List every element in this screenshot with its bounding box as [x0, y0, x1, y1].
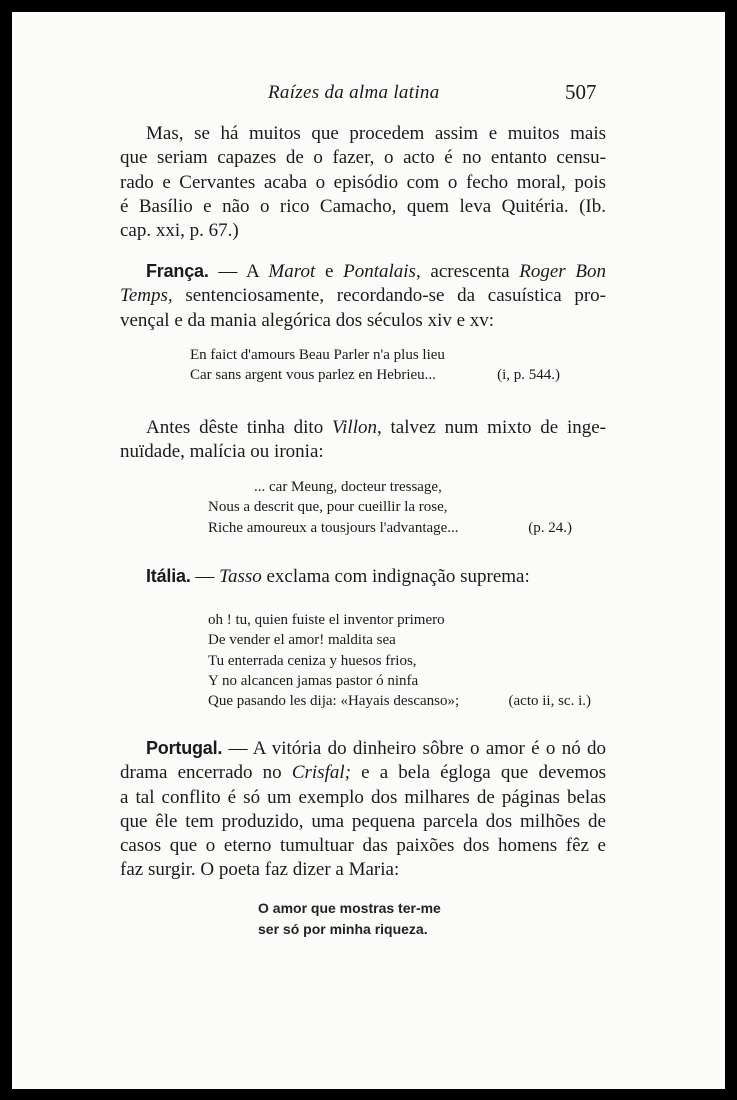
- quote-line: oh ! tu, quien fuiste el inventor primero: [208, 612, 445, 628]
- text-line: que êle tem produzido, uma pequena parcela dos milhões de: [120, 810, 606, 832]
- citation: (i, p. 544.): [497, 367, 560, 384]
- text-line: casos que o eterno tumultuar das paixões dos homens fêz e: [120, 835, 606, 857]
- work-title: Crisfal;: [291, 762, 351, 784]
- page-number: 507: [565, 80, 597, 104]
- quote-line: Y no alcancen jamas pastor ó ninfa: [208, 672, 419, 689]
- quote-block-italia: [208, 610, 591, 711]
- section-heading-franca: França.: [146, 261, 209, 281]
- quote-line: Nous a descrit que, pour cueillir la rose,: [208, 499, 448, 516]
- text-line: Antes dêste tinha dito Villon, talvez num mixto de inge-: [146, 417, 606, 438]
- text-line: cap. xxi, p. 67.): [120, 220, 239, 242]
- text-line: faz surgir. O poeta faz dizer a Maria:: [120, 859, 400, 881]
- quote-line: Car sans argent vous parlez en Hebrieu... (i, p. 544.): [190, 365, 560, 385]
- quote-line: Que pasando les dija: «Hayais descanso»; (acto ii, sc. i.): [208, 691, 591, 711]
- quote-line: De vender el amor! maldita sea: [208, 632, 396, 649]
- intro-paragraph: [120, 122, 606, 243]
- quote-block-franca: [190, 345, 560, 386]
- text-line: é Basílio e não o rico Camacho, quem leva Quitéria. (Ib.: [120, 195, 606, 217]
- running-title: Raízes da alma latina: [268, 82, 440, 103]
- portugal-paragraph: [120, 736, 606, 883]
- text-line: França. — A Marot e Pontalais, acrescenta Roger Bon: [146, 261, 606, 282]
- citation: (p. 24.): [528, 519, 572, 536]
- author-name: Temps,: [120, 285, 173, 307]
- author-name: Marot: [268, 261, 316, 282]
- author-name: Roger Bon: [519, 261, 606, 282]
- page-header: [12, 76, 725, 106]
- author-name: Villon: [331, 417, 377, 438]
- text-line: a tal conflito é só um exemplo dos milhares de páginas belas: [120, 786, 606, 808]
- italia-paragraph: [120, 564, 606, 589]
- quote-line: ser só por minha riqueza.: [258, 921, 428, 937]
- text-line: rado e Cervantes acaba o episódio com o fecho moral, pois: [120, 171, 606, 193]
- quote-line: Riche amoureux a tousjours l'advantage... (p. 24.): [208, 518, 572, 538]
- text-line: drama encerrado no Crisfal; e a bela égloga que devemos: [120, 762, 606, 784]
- text-line: Itália. — Tasso exclama com indignação suprema:: [146, 566, 530, 587]
- text-line: que seriam capazes de o fazer, o acto é no entanto censu-: [120, 147, 606, 169]
- text-line: Mas, se há muitos que procedem assim e muitos mais: [146, 123, 606, 144]
- section-heading-portugal: Portugal.: [146, 738, 223, 758]
- citation: (acto ii, sc. i.): [508, 693, 591, 710]
- author-name: Tasso: [219, 566, 262, 587]
- quote-line: ... car Meung, docteur tressage,: [254, 479, 442, 495]
- section-heading-italia: Itália.: [146, 566, 191, 586]
- villon-paragraph: [120, 416, 606, 465]
- quote-line: En faict d'amours Beau Parler n'a plus lieu: [190, 347, 445, 363]
- book-page: [12, 12, 725, 1089]
- text-line: vençal e da mania alegórica dos séculos xiv e xv:: [120, 309, 495, 331]
- text-line: Portugal. — A vitória do dinheiro sôbre o amor é o nó do: [146, 738, 606, 759]
- quote-line: O amor que mostras ter-me: [258, 900, 441, 916]
- text-line: nuïdade, malícia ou ironia:: [120, 441, 324, 463]
- franca-paragraph: [120, 259, 606, 333]
- quote-block-villon: [208, 477, 572, 538]
- quote-line: Tu enterrada ceniza y huesos frios,: [208, 652, 417, 669]
- text-line: Temps, sentenciosamente, recordando-se da casuística pro-: [120, 285, 606, 307]
- author-name: Pontalais: [343, 261, 416, 282]
- quote-block-portugal: [258, 898, 441, 940]
